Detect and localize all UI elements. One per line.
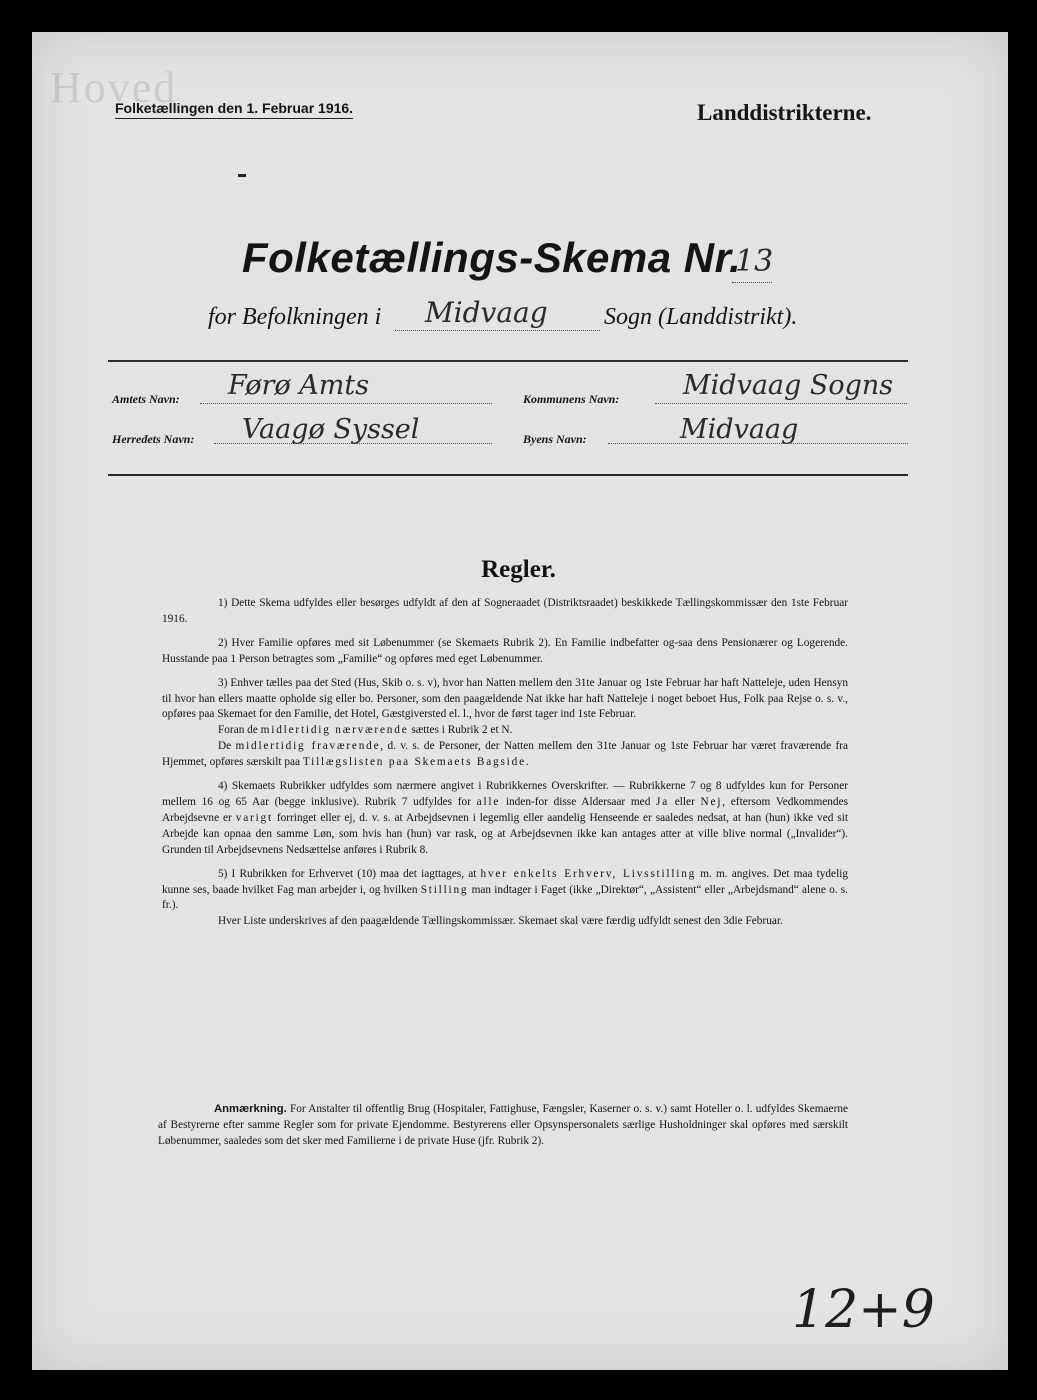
parish-suffix: Sogn (Landdistrikt). xyxy=(604,304,798,330)
corner-handwritten-note: 12+9 xyxy=(792,1280,935,1340)
bottom-rule xyxy=(108,474,908,476)
amt-label: Amtets Navn: xyxy=(112,392,180,406)
annotation-paragraph xyxy=(158,1101,848,1150)
parish-dotline xyxy=(395,330,600,331)
rules-heading: Regler. xyxy=(481,556,556,583)
rule-5: 5) I Rubrikken for Erhvervet (10) maa det iagttages, at hver enkelts Erhverv, Livsstilling m. m. angives. Det maa tydelig kunne ses, baade hvilket Fag man arbejder i, og hvilken Stilling man indtager i Faget (ikke „Direktør“, „Assistent“ eller „Arbejdsmand“ alene o. s. fr.). xyxy=(162,867,849,912)
rule-2: 2) Hver Familie opføres med sit Løbenummer (se Skemaets Rubrik 2). En Familie indbefatter og-saa dens Pensionærer og Logerende. Husstande paa 1 Person betragtes som „Familie“ og opføres med eget Løbenummer. xyxy=(162,636,848,665)
herred-label: Herredets Navn: xyxy=(112,432,195,446)
amt-dotline xyxy=(200,403,492,404)
parish-handwritten: Midvaag xyxy=(425,296,548,329)
kommune-dotline xyxy=(655,403,907,404)
top-rule xyxy=(108,360,908,362)
by-value-handwritten: Midvaag xyxy=(680,414,799,445)
herred-dotline xyxy=(214,443,492,444)
annotation-label: Anmærkning. xyxy=(214,1103,287,1115)
rules-body xyxy=(162,596,848,938)
dash-mark xyxy=(238,174,246,177)
rule-3-absent: De midlertidig fraværende, d. v. s. de Personer, der Natten mellem den 31te Januar og 1ste Februar har været fraværende fra Hjemmet, opføres særskilt paa Tillægslisten paa Skemaets Bagside. xyxy=(162,740,848,769)
kommune-label: Kommunens Navn: xyxy=(523,392,620,406)
population-prefix: for Befolkningen i xyxy=(208,304,382,330)
district-type-header: Landdistrikterne. xyxy=(697,100,872,125)
form-number-handwritten: 13 xyxy=(735,244,774,279)
rule-3-present: Foran de midlertidig nærværende sættes i Rubrik 2 et N. xyxy=(218,724,513,737)
herred-value-handwritten: Vaagø Syssel xyxy=(242,414,420,445)
number-dotline xyxy=(732,282,772,283)
census-date-header: Folketællingen den 1. Februar 1916. xyxy=(115,100,353,119)
rule-4: 4) Skemaets Rubrikker udfyldes som nærmere angivet i Rubrikkernes Overskrifter. — Rubrikkerne 7 og 8 udfyldes kun for Personer mellem 16 og 65 Aar (begge inklusive). Rubrik 7 udfyldes for alle inden-for disse Aldersaar med Ja eller Nej, eftersom Vedkommendes Arbejdsevne er varigt forringet eller ej, d. v. s. at Arbejdsevnen i legemlig eller aandelig Henseende er saaledes nedsat, at han (hun) ikke ved sit Arbejde kan opnaa den samme Løn, som hvis han (hun) var rask, og at Arbejdsevnen ikke kan antages atter at ville blive normal („Invalider“). Grunden til Arbejdsevnens Nedsættelse anføres i Rubrik 8. xyxy=(162,780,848,856)
by-dotline xyxy=(608,443,908,444)
bleed-through-text: Hoved xyxy=(50,63,178,112)
annotation-text: For Anstalter til offentlig Brug (Hospitaler, Fattighuse, Fængsler, Kaserner o. s. v.) samt Hoteller o. l. udfyldes Skemaerne af Bestyrerne efter samme Regler som for private Ejendomme. Bestyrerens eller Opsynspersonalets særlige Husholdninger skal opføres med særskilt Løbenummer, saaledes som det sker med Familierne i de private Huse (jfr. Rubrik 2). xyxy=(158,1103,848,1148)
rule-signature: Hver Liste underskrives af den paagældende Tællingskommissær. Skemaet skal være færdig udfyldt senest den 3die Februar. xyxy=(218,915,783,928)
kommune-value-handwritten: Midvaag Sogns xyxy=(683,370,894,401)
by-label: Byens Navn: xyxy=(523,432,587,446)
form-title: Folketællings-Skema Nr. xyxy=(242,234,742,281)
rule-1: 1) Dette Skema udfyldes eller besørges udfyldt af den af Sogneraadet (Distriktsraadet) beskikkede Tællingskommissær den 1ste Februar 1916. xyxy=(162,597,848,625)
amt-value-handwritten: Førø Amts xyxy=(228,370,370,401)
rule-3: 3) Enhver tælles paa det Sted (Hus, Skib o. s. v), hvor han Natten mellem den 31te Januar og 1ste Februar har haft Natteleje, uden Hensyn til hvor han ellers maatte opholde sig eller bo. Personer, som den paagældende Nat ikke har haft Natteleje i noget beboet Hus, Folk paa Rejse o. s. v., opføres paa Skemaet for den Familie, det Hotel, Gæstgiversted el. l., hvor de først tager ind 1ste Februar. xyxy=(162,676,848,721)
